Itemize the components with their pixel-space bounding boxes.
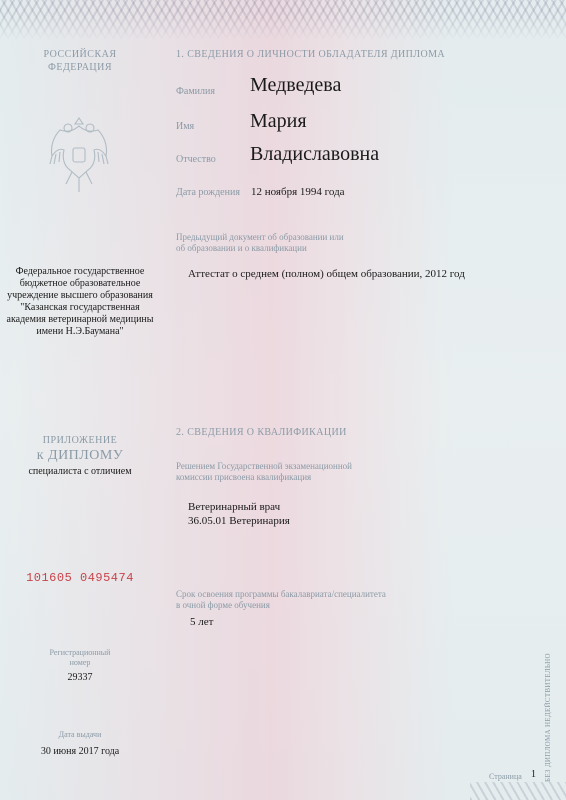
qualification-decision-label: Решением Государственной экзаменационной комиссии присвоена квалификация <box>176 461 352 482</box>
page-label: Страница <box>489 772 522 781</box>
section1-title: 1. СВЕДЕНИЯ О ЛИЧНОСТИ ОБЛАДАТЕЛЯ ДИПЛОМА <box>176 49 445 60</box>
coat-of-arms-icon <box>44 110 114 200</box>
country-name: РОССИЙСКАЯ ФЕДЕРАЦИЯ <box>43 49 117 73</box>
study-term-value: 5 лет <box>190 616 214 628</box>
name-value: Мария <box>250 110 307 132</box>
patronymic-label: Отчество <box>176 154 216 165</box>
appendix-to-diploma: к ДИПЛОМУ <box>36 448 124 463</box>
specialist-with-honors: специалиста с отличием <box>28 466 132 477</box>
patronymic-value: Владиславовна <box>250 143 380 165</box>
section2-title: 2. СВЕДЕНИЯ О КВАЛИФИКАЦИИ <box>176 427 347 438</box>
previous-document-value: Аттестат о среднем (полном) общем образовании, 2012 год <box>188 268 465 280</box>
institution-name: Федеральное государственное бюджетное образовательное учреждение высшего образования "Казанская государственная академия ветеринарной медицины имени Н.Э.Баумана" <box>6 266 154 337</box>
issue-date: 30 июня 2017 года <box>40 746 120 757</box>
surname-label: Фамилия <box>176 86 215 97</box>
specialty-value: 36.05.01 Ветеринария <box>188 515 290 527</box>
name-label: Имя <box>176 121 195 132</box>
registration-number-label: Регистрационный номер <box>49 648 111 667</box>
registration-number: 29337 <box>67 672 93 683</box>
surname-value: Медведева <box>250 74 342 96</box>
appendix-heading: ПРИЛОЖЕНИЕ <box>42 435 118 446</box>
page-number: 1 <box>531 769 536 780</box>
study-term-label: Срок освоения программы бакалавриата/специалитета в очной форме обучения <box>176 589 386 610</box>
previous-document-label: Предыдущий документ об образовании или об образовании и о квалификации <box>176 232 344 253</box>
qualification-value: Ветеринарный врач <box>188 501 281 513</box>
serial-number: 101605 0495474 <box>26 571 134 585</box>
validity-note-vertical: БЕЗ ДИПЛОМА НЕДЕЙСТВИТЕЛЬНО <box>544 653 552 783</box>
dob-value: 12 ноября 1994 года <box>251 186 345 198</box>
dob-label: Дата рождения <box>176 187 240 198</box>
top-guilloche-ornament <box>0 0 566 40</box>
issue-date-label: Дата выдачи <box>58 730 102 739</box>
